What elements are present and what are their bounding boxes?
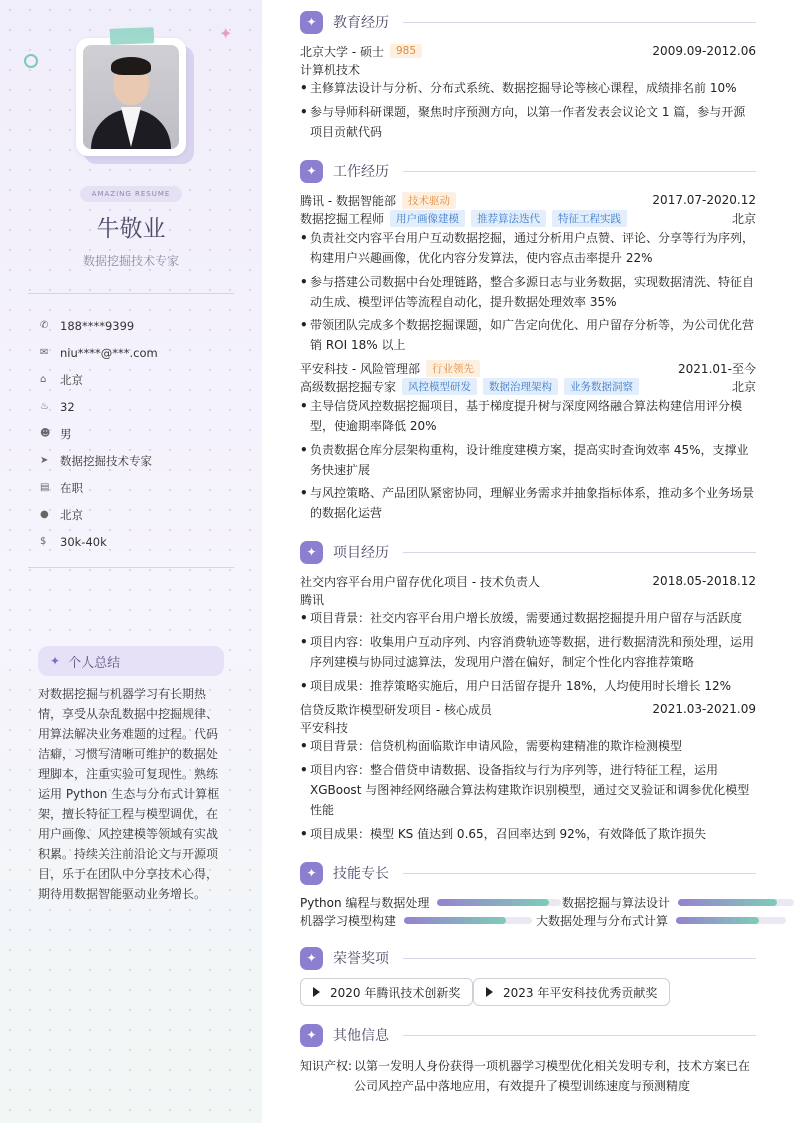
info-text: 188****9399 [60,318,135,333]
salary-icon: $ [40,536,47,547]
sparkle-icon: ✦ [300,11,323,34]
summary-text: 对数据挖掘与机器学习有长期热情，享受从杂乱数据中挖掘规律、用算法解决业务难题的过程。代码洁癖，习惯写清晰可维护的数据处理脚本，注重实验可复现性。熟练运用 Python 生态与分布式计算框架，擅长特征工程与模型调优，在用户画像、风控建模等领域有实战积累。持续关注前沿论文与开源项目，乐于在团队中分享技术心得，期待用数据智能驱动业务增长。 [38,687,220,901]
section-title: 技能专长 [333,866,389,882]
location-icon: ● [40,509,49,520]
project-date: 2018.05-2018.12 [652,574,756,588]
info-text: 男 [60,426,72,441]
project-org: 腾讯 [300,592,325,607]
divider [28,293,234,294]
play-icon [313,987,320,997]
other-info [300,1056,756,1096]
skill-name: 数据挖掘与算法设计 [562,896,671,910]
info-text: 北京 [60,372,83,387]
list-item: • 负责社交内容平台用户互动数据挖掘，通过分析用户点赞、评论、分享等行为序列，构建用户兴趣画像，优化内容分发算法，使内容点击率提升 22% [300,228,756,268]
sparkle-icon: ✦ [300,160,323,183]
project-org: 平安科技 [300,720,349,735]
skill-bar [676,917,786,924]
info-row [40,393,158,420]
sidebar [0,0,262,1123]
gender-icon: ☻ [40,428,51,439]
award-name: 2023 年平安科技优秀贡献奖 [503,985,658,1000]
avatar [76,38,186,160]
amazing-resume-badge: AMAZING RESUME [80,186,182,202]
education-major-row [300,60,756,78]
list-item: • 项目背景：信贷机构面临欺诈申请风险，需要构建精准的欺诈检测模型 [300,736,756,756]
skill-tag: 数据治理架构 [483,378,558,395]
info-text: niu****@***.com [60,345,158,360]
list-item: • 项目内容：整合借贷申请数据、设备指纹与行为序列等，进行特征工程，运用 XGBoost 与图神经网络融合算法构建欺诈识别模型，通过交叉验证和调参优化模型性能 [300,760,756,820]
school-tag: 985 [390,44,422,58]
mail-icon: ✉ [40,347,49,358]
sparkle-icon: ✦ [300,541,323,564]
profile-photo [83,45,179,149]
project-org-row [300,718,756,736]
education-date: 2009.09-2012.06 [652,44,756,58]
info-text: 数据挖掘技术专家 [60,453,152,468]
skill-tag: 风控模型研发 [402,378,477,395]
company-tag: 技术驱动 [402,192,456,209]
skill-tag: 用户画像建模 [390,210,465,227]
skill-bar [404,917,532,924]
list-item: • 项目成果：推荐策略实施后，用户日活留存提升 18%，人均使用时长增长 12% [300,676,756,696]
project-header [300,700,756,718]
work-title-row [300,209,756,227]
cake-icon: ♨ [40,401,49,412]
award-name: 2020 年腾讯技术创新奖 [330,985,461,1000]
job-title: 数据挖掘工程师 [300,211,385,226]
section-projects [300,540,756,564]
info-row [40,366,158,393]
list-item: • 负责数据仓库分层架构重构，设计维度建模方案，提高实时查询效率 45%，支撑业务快速扩展 [300,440,756,480]
project-name: 信贷反欺诈模型研发项目 - 核心成员 [300,702,492,717]
skill-name: 机器学习模型构建 [300,914,397,928]
list-item: • 项目背景：社交内容平台用户增长放缓，需要通过数据挖掘提升用户留存与活跃度 [300,608,756,628]
info-text: 北京 [60,507,83,522]
summary-title: 个人总结 [68,655,121,671]
info-text: 在职 [60,480,83,495]
sparkle-icon: ✦ [300,947,323,970]
list-item: • 带领团队完成多个数据挖掘课题，如广告定向优化、用户留存分析等，为公司优化营销 ROI 18% 以上 [300,315,756,355]
briefcase-icon: ▤ [40,482,50,493]
send-icon: ➤ [40,455,49,466]
list-item: • 主导信贷风控数据挖掘项目，基于梯度提升树与深度网络融合算法构建信用评分模型，使逾期率降低 20% [300,396,756,436]
section-title: 工作经历 [333,164,389,180]
section-title: 项目经历 [333,545,389,561]
info-text: 32 [60,399,75,414]
sparkle-icon: ✦ [300,862,323,885]
section-education [300,10,756,34]
list-item: • 参与导师科研课题，聚焦时序预测方向，以第一作者发表会议论文 1 篇，参与开源项目贡献代码 [300,102,756,142]
work-title-row [300,377,756,395]
list-item: • 项目成果：模型 KS 值达到 0.65，召回率达到 92%，有效降低了欺诈损失 [300,824,756,844]
info-row [40,339,158,366]
summary-header [38,646,224,676]
skill-bar [678,899,794,906]
info-row [40,501,158,528]
info-text: 30k-40k [60,534,107,549]
section-other [300,1023,756,1047]
skill-bar [437,899,561,906]
info-row [40,474,158,501]
other-label: 知识产权: [300,1059,353,1073]
home-icon: ⌂ [40,374,47,385]
other-text: 以第一发明人身份获得一项机器学习模型优化相关发明专利，技术方案已在公司风控产品中落地应用，有效提升了模型训练速度与预测精度 [354,1059,751,1093]
section-title: 其他信息 [333,1028,389,1044]
company-name: 平安科技 - 风险管理部 [300,361,420,376]
skill-item [536,912,786,929]
section-title: 荣誉奖项 [333,951,389,967]
skill-item [562,894,794,911]
list-item: • 与风控策略、产品团队紧密协同，理解业务需求并抽象指标体系，推动多个业务场景的数据化运营 [300,483,756,523]
divider [28,567,234,568]
info-row [40,447,158,474]
candidate-role: 数据挖掘技术专家 [82,254,179,268]
company-tag: 行业领先 [426,360,480,377]
sparkle-icon: ✦ [300,1024,323,1047]
sparkle-icon: ✦ [50,654,61,668]
skill-tag: 推荐算法迭代 [471,210,546,227]
tape-decoration [110,27,155,45]
skill-tag: 特征工程实践 [552,210,627,227]
job-title: 高级数据挖掘专家 [300,379,397,394]
skill-name: Python 编程与数据处理 [300,896,430,910]
award-item [300,978,473,1006]
skill-tag: 业务数据洞察 [564,378,639,395]
phone-icon: ✆ [40,320,49,331]
work-header [300,191,756,209]
work-date: 2021.01-至今 [678,361,756,376]
project-org-row [300,590,756,608]
project-name: 社交内容平台用户留存优化项目 - 技术负责人 [300,574,540,589]
company-name: 腾讯 - 数据智能部 [300,193,396,208]
list-item: • 参与搭建公司数据中台处理链路，整合多源日志与业务数据，实现数据清洗、特征自动生成、模型评估等流程自动化，提升数据处理效率 35% [300,272,756,312]
info-row [40,528,158,555]
list-item: • 项目内容：收集用户互动序列、内容消费轨迹等数据，进行数据清洗和预处理，运用序列建模与协同过滤算法，发现用户潜在偏好，制定个性化内容推荐策略 [300,632,756,672]
contact-info-list [40,312,158,555]
work-city: 北京 [731,379,756,394]
info-row [40,420,158,447]
section-work [300,159,756,183]
skill-item [300,894,561,911]
sparkle-icon: ✦ [219,24,233,43]
skill-name: 大数据处理与分布式计算 [536,914,669,928]
section-title: 教育经历 [333,15,389,31]
work-date: 2017.07-2020.12 [652,193,756,207]
school-name: 北京大学 - 硕士 [300,44,384,59]
project-header [300,572,756,590]
work-city: 北京 [731,211,756,226]
decorative-ring [24,54,38,68]
candidate-name: 牛敬业 [96,216,166,242]
section-skills [300,861,756,885]
award-item [473,978,670,1006]
skill-item [300,912,532,929]
work-header [300,359,756,377]
section-awards [300,946,756,970]
education-major: 计算机技术 [300,62,361,77]
list-item: • 主修算法设计与分析、分布式系统、数据挖掘导论等核心课程，成绩排名前 10% [300,78,756,98]
education-header [300,42,756,60]
info-row [40,312,158,339]
project-date: 2021.03-2021.09 [652,702,756,716]
play-icon [486,987,493,997]
